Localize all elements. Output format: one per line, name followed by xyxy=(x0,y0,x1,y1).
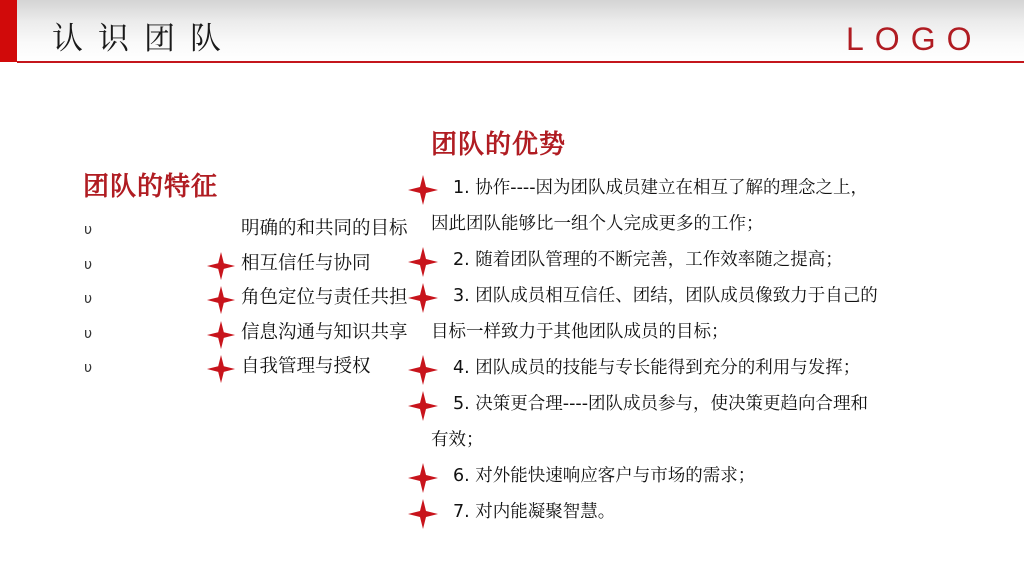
feature-label: 信息沟通与知识共享 xyxy=(241,321,408,343)
advantage-text: 4. 团队成员的技能与专长能得到充分的利用与发挥； xyxy=(453,358,861,378)
advantage-text: 因此团队能够比一组个人完成更多的工作； xyxy=(431,214,764,234)
bullet-icon: υ xyxy=(84,256,93,273)
features-title: 团队的特征 xyxy=(83,172,219,202)
four-point-star-icon xyxy=(407,282,439,314)
header-bar xyxy=(0,0,1024,62)
advantage-text: 2. 随着团队管理的不断完善，工作效率随之提高； xyxy=(453,250,843,270)
advantage-text: 7. 对内能凝聚智慧。 xyxy=(453,502,616,522)
advantage-text: 有效； xyxy=(431,430,484,450)
four-point-star-icon xyxy=(206,251,236,281)
header-accent-bar xyxy=(0,0,17,62)
feature-label: 角色定位与责任共担 xyxy=(241,287,408,308)
feature-label: 自我管理与授权 xyxy=(241,356,371,377)
header-divider xyxy=(17,61,1024,63)
four-point-star-icon xyxy=(407,354,439,386)
four-point-star-icon xyxy=(206,285,236,315)
advantage-text: 目标一样致力于其他团队成员的目标； xyxy=(431,322,729,342)
advantages-title: 团队的优势 xyxy=(431,130,567,160)
advantage-text: 5. 决策更合理----团队成员参与，使决策更趋向合理和 xyxy=(453,394,869,414)
advantage-text: 6. 对外能快速响应客户与市场的需求； xyxy=(453,466,756,486)
bullet-icon: υ xyxy=(84,291,93,307)
four-point-star-icon xyxy=(407,498,439,530)
bullet-icon: υ xyxy=(84,360,93,376)
page-title: 认识团队 xyxy=(52,21,236,57)
feature-label: 明确的和共同的目标 xyxy=(241,218,408,239)
four-point-star-icon xyxy=(407,390,439,422)
logo: LOGO xyxy=(846,21,983,57)
four-point-star-icon xyxy=(407,462,439,494)
four-point-star-icon xyxy=(407,246,439,278)
advantage-text: 1. 协作----因为团队成员建立在相互了解的理念之上， xyxy=(453,178,869,198)
four-point-star-icon xyxy=(206,320,236,350)
bullet-icon: υ xyxy=(84,222,93,238)
four-point-star-icon xyxy=(206,354,236,384)
four-point-star-icon xyxy=(407,174,439,206)
advantage-text: 3. 团队成员相互信任、团结，团队成员像致力于自己的 xyxy=(453,286,878,306)
bullet-icon: υ xyxy=(84,325,93,342)
feature-label: 相互信任与协同 xyxy=(241,252,371,274)
